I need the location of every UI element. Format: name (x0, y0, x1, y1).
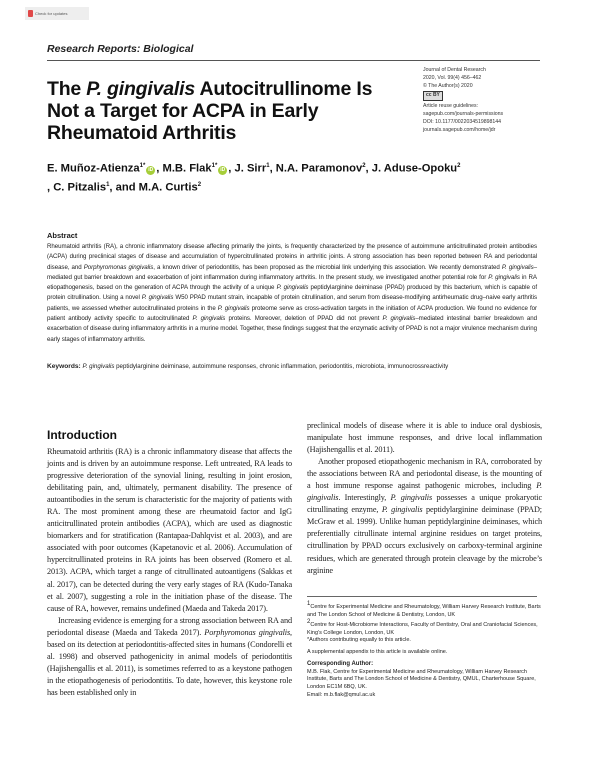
author-name: M.B. Flak (162, 162, 212, 175)
author-name: J. Sirr (234, 162, 267, 175)
affiliation-marker: 2 (457, 163, 461, 169)
affiliation-marker: 2 (197, 181, 202, 188)
journal-link[interactable]: journals.sagepub.com/home/jdr (423, 126, 496, 133)
article-title: The P. gingivalis Autocitrullinome Is Not a Target for ACPA in Early Rheumatoid Arthritis (47, 78, 373, 144)
section-label: Research Reports: Biological (47, 43, 194, 55)
header-rule (47, 60, 540, 61)
paragraph: preclinical models of disease where it is able to induce oral dysbiosis, manipulate host immune responses, and drive local inflammation (Hajishengallis et al. 2011). (307, 421, 542, 455)
affiliation-marker: 1 (106, 181, 110, 188)
orcid-icon[interactable]: iD (220, 166, 226, 173)
doi-link[interactable]: DOI: 10.1177/0022034519898144 (423, 118, 502, 125)
orcid-icon[interactable]: iD (148, 166, 154, 173)
paragraph: Increasing evidence is emerging for a strong association between RA and periodontal disease (Maeda and Takeda 2017). Porphyromonas gingivalis, based on its detection at periodontitis-affected sites in humans (Condorelli et al. 1998) and observed pathogenicity in animal models of periodontitis (Hajishengallis et al. 2011), is sometimes referred to as a keystone pathogen in the etiopathogenesis of periodontitis. To date, however, this keystone role has been established only in (47, 615, 292, 697)
introduction-heading: Introduction (47, 428, 117, 442)
author-name: J. Aduse-Opoku (371, 162, 458, 175)
keywords: Keywords: P. gingivalis peptidylarginine deiminase, autoimmune responses, chronic inflammation, periodontitis, microbiota, immunocrossreactivity (47, 363, 449, 370)
abstract-text: Rheumatoid arthritis (RA), a chronic inflammatory disease affecting primarily the joints, is frequently characterized by the presence of autoimmune anticitrullinated protein antibodies (ACPA) during preclinical stages of disease and accumulation of hypercitrullinated proteins in arthritic joints. A strong association has been reported between RA and periodontal disease, and Porphyromonas gingivalis, a known driver of periodontitis, has been proposed as the microbial link underlying this association. We recently demonstrated P. gingivalis–mediated gut barrier breakdown and exacerbation of joint inflammation during inflammatory arthritis. In the present study, we investigated another potential role for P. gingivalis in RA etiopathogenesis, based on the generation of ACPA through the activity of a unique P. gingivalis peptidylarginine deiminase (PPAD) produced by this bacterium, which is capable of protein citrullination. Using a novel P. gingivalis W50 PPAD mutant strain, incapable of protein citrullination, and serum from disease-modifying antirheumatic drug–naive early arthritis patients, we assessed whether autocitrullinated proteins in the P. gingivalis proteome serve as cross-activation targets in the initiation of ACPA production. We found no evidence for patient antibody activity specific to autocitrullinated P. gingivalis proteins. Moreover, deletion of PPAD did not prevent P. gingivalis–mediated intestinal barrier breakdown and exacerbation of disease during inflammatory arthritis in a murine model. Together, these findings suggest that the enzymatic activity of PPAD is not a major virulence mechanism during early stages of inflammatory arthritis. (47, 243, 537, 343)
paragraph: Another proposed etiopathogenic mechanism in RA, corroborated by the associations between RA and periodontal disease, is the mounting of a host immune response against pathogenic microbes, including P. gingivalis. Interestingly, P. gingivalis possesses a unique prokaryotic citrullinating enzyme, P. gingivalis peptidylarginine deiminase (PPAD; McGraw et al. 1999). Unlike human peptidylarginine deiminases, which preferentially citrullinate internal arginine residues on target proteins, citrullination by PPAD occurs exclusively on carboxy-terminal arginine residues, which are generated through protein cleavage by the microbe’s arginine (307, 457, 542, 575)
author-name: M.A. Curtis (138, 181, 198, 194)
author-name: C. Pitzalis (53, 181, 107, 194)
permissions-link[interactable]: sagepub.com/journals-permissions (423, 110, 504, 117)
affiliation-marker: 1 (266, 163, 270, 169)
email-link[interactable]: Email: m.b.flak@qmul.ac.uk (307, 691, 376, 698)
footnotes: $^1$Centre for Experimental Medicine and Rheumatology, William Harvey Research Institute, Barts and The London School of Medicine & Dentistry, London, UK $^2$Centre for Host-Microbiome Interactions, Faculty of Dentistry, Oral and Craniofacial Sciences, King’s College London, London, UK *Authors contributing equally to this article. A supplemental appendix to this article is available online. Corresponding Author: M.B. Flak, Centre for Experimental Medicine and Rheumatology, William Harvey Research Institute, Barts and The London School of Medicine & Dentistry, QMUL, Charterhouse Square, London EC1M 6BQ, UK. Email: m.b.flak@qmul.ac.uk (307, 601, 541, 698)
author-name: N.A. Paramonov (275, 162, 363, 175)
left-column (47, 446, 292, 699)
affiliation-marker: 2 (362, 163, 366, 169)
affiliation-marker: 1* (211, 163, 218, 169)
check-for-updates-badge[interactable]: Check for updates (25, 7, 89, 20)
update-icon (28, 10, 33, 17)
journal-meta: Journal of Dental Research 2020, Vol. 99(4) 456–462 © The Author(s) 2020 cc BY Article reuse guidelines: sagepub.com/journals-permissions DOI: 10.1177/0022034519898144 journals.sagepub.com/home/jdr (423, 67, 543, 134)
cc-license-icon: cc BY (423, 91, 443, 101)
right-column (307, 420, 542, 577)
affiliation-marker: 1* (139, 163, 146, 169)
paragraph: Rheumatoid arthritis (RA) is a chronic inflammatory disease that affects the joints and is driven by an autoimmune response. Left untreated, RA leads to progressive deterioration of the synovial lining, resulting in joint erosion, debilitating pain, and, ultimately, permanent disability. The presence of autoantibodies in the serum is characteristic for the majority of patients with RA. The most prominent among these are rheumatoid factor and IgG anticitrullinated protein antibodies (ACPA), which are used as diagnostic biomarkers and for stratification (Rantapaa-Dahlqvist et al. 2003), and are associated with poor outcomes (Kapetanovic et al. 2006). Accumulation of hypercitrullinated proteins in RA joints has been observed (Romero et al. 2013). ACPA, which target a range of citrullinated autoantigens (Sakkas et al. 2017), can be detected during the very early stages of RA (Kudo-Tanaka et al. 2007), suggesting a role in the initiation phase of the disease. The cause of RA, however, remains undefined (Maeda and Takeda 2017). (47, 447, 292, 613)
abstract-heading: Abstract (47, 231, 78, 240)
author-name: E. Muñoz-Atienza (47, 162, 140, 175)
footnote-rule (307, 596, 537, 597)
author-list: E. Muñoz-Atienza$^{1*}$iD , M.B. Flak$^{1*}$iD , J. Sirr$^1$, N.A. Paramonov$^2$, J. Aduse-Opoku$^2$ , C. Pitzalis$^1$, and M.A. Curtis$^2$ (47, 162, 461, 194)
